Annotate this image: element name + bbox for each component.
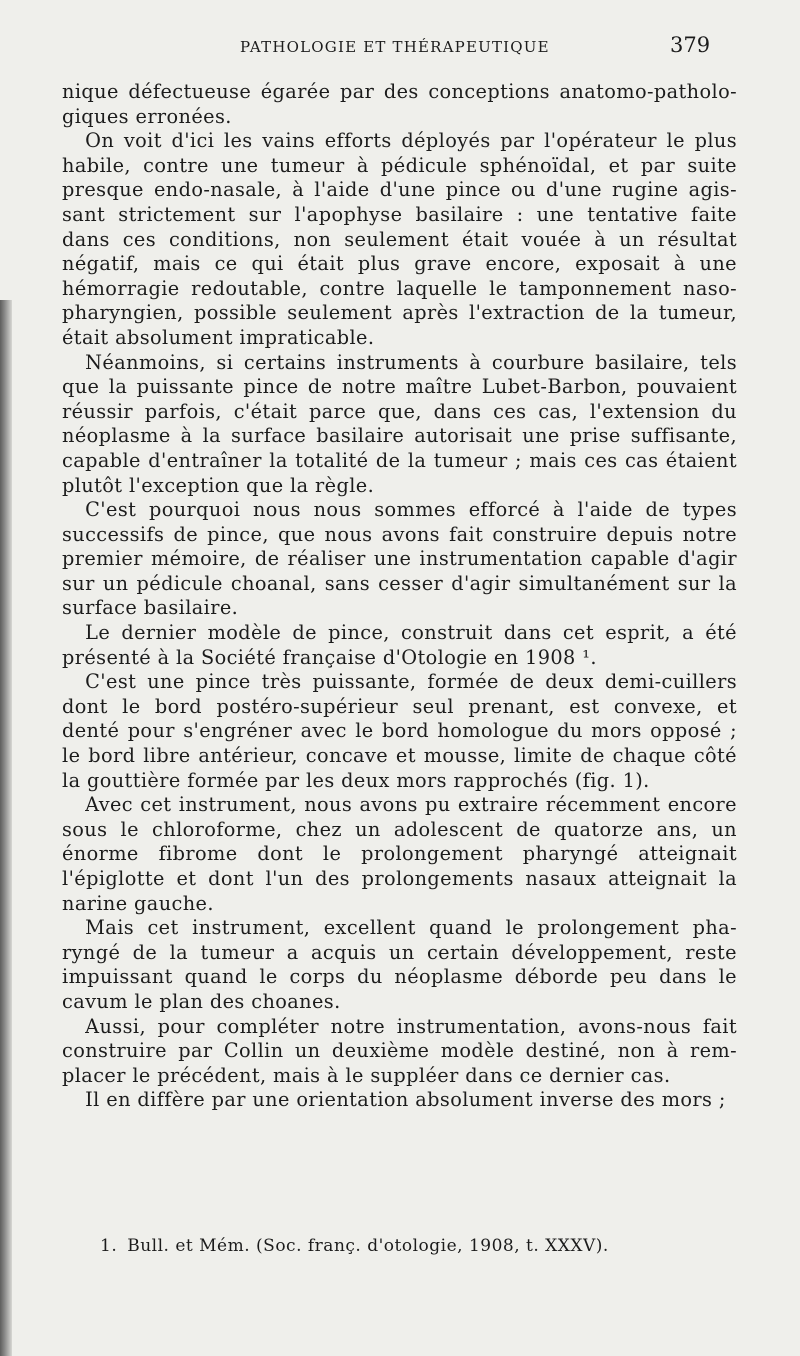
body-text: [62, 80, 737, 1113]
page-number: 379: [670, 33, 711, 57]
running-title: PATHOLOGIE ET THÉRAPEUTIQUE: [240, 38, 550, 56]
footnote-number: 1.: [100, 1236, 118, 1256]
paragraph: Le dernier modèle de pince, construit dans cet esprit, a été présenté à la Société française d'Otologie en 1908 ¹.: [62, 621, 737, 669]
binding-shadow: [0, 300, 12, 1356]
paragraph: On voit d'ici les vains efforts déployés par l'opérateur le plus habile, contre une tumeur à pédicule sphénoïdal, et par suite presque endo-nasale, à l'aide d'une pince ou d'une rugine agis-sant strictement sur l'apophyse basilaire : une tentative faite dans ces conditions, non seulement était vouée à un résultat négatif, mais ce qui était plus grave encore, exposait à une hémorragie redoutable, contre laquelle le tamponnement naso-pharyngien, possible seulement après l'extraction de la tumeur, était absolument impraticable.: [62, 129, 737, 349]
paragraph: C'est une pince très puissante, formée de deux demi-cuillers dont le bord postéro-supérieur seul prenant, est convexe, et denté pour s'engréner avec le bord homologue du mors opposé ; le bord libre antérieur, concave et mousse, limite de chaque côté la gouttière formée par les deux mors rapprochés (fig. 1).: [62, 670, 737, 792]
footnote: [100, 1236, 740, 1256]
running-head: [0, 30, 800, 60]
footnote-text: Bull. et Mém. (Soc. franç. d'otologie, 1908, t. XXXV).: [127, 1236, 609, 1256]
paragraph: Aussi, pour compléter notre instrumentation, avons-nous fait construire par Collin un deuxième modèle destiné, non à rem-placer le précédent, mais à le suppléer dans ce dernier cas.: [62, 1014, 737, 1087]
paragraph: Il en diffère par une orientation absolument inverse des mors ;: [85, 1088, 726, 1112]
paragraph: nique défectueuse égarée par des conceptions anatomo-patholo-giques erronées.: [62, 80, 737, 128]
paragraph: Néanmoins, si certains instruments à courbure basilaire, tels que la puissante pince de notre maître Lubet-Barbon, pouvaient réussir parfois, c'était parce que, dans ces cas, l'extension du néoplasme à la surface basilaire autorisait une prise suffisante, capable d'entraîner la totalité de la tumeur ; mais ces cas étaient plutôt l'exception que la règle.: [62, 350, 737, 497]
paragraph: Avec cet instrument, nous avons pu extraire récemment encore sous le chloroforme, chez un adolescent de quatorze ans, un énorme fibrome dont le prolongement pharyngé atteignait l'épiglotte et dont l'un des prolongements nasaux atteignait la narine gauche.: [62, 793, 737, 915]
paragraph: C'est pourquoi nous nous sommes efforcé à l'aide de types successifs de pince, que nous avons fait construire depuis notre premier mémoire, de réaliser une instrumentation capable d'agir sur un pédicule choanal, sans cesser d'agir simultanément sur la surface basilaire.: [62, 498, 737, 620]
paragraph: Mais cet instrument, excellent quand le prolongement pha-ryngé de la tumeur a acquis un certain développement, reste impuissant quand le corps du néoplasme déborde peu dans le cavum le plan des choanes.: [62, 916, 737, 1013]
